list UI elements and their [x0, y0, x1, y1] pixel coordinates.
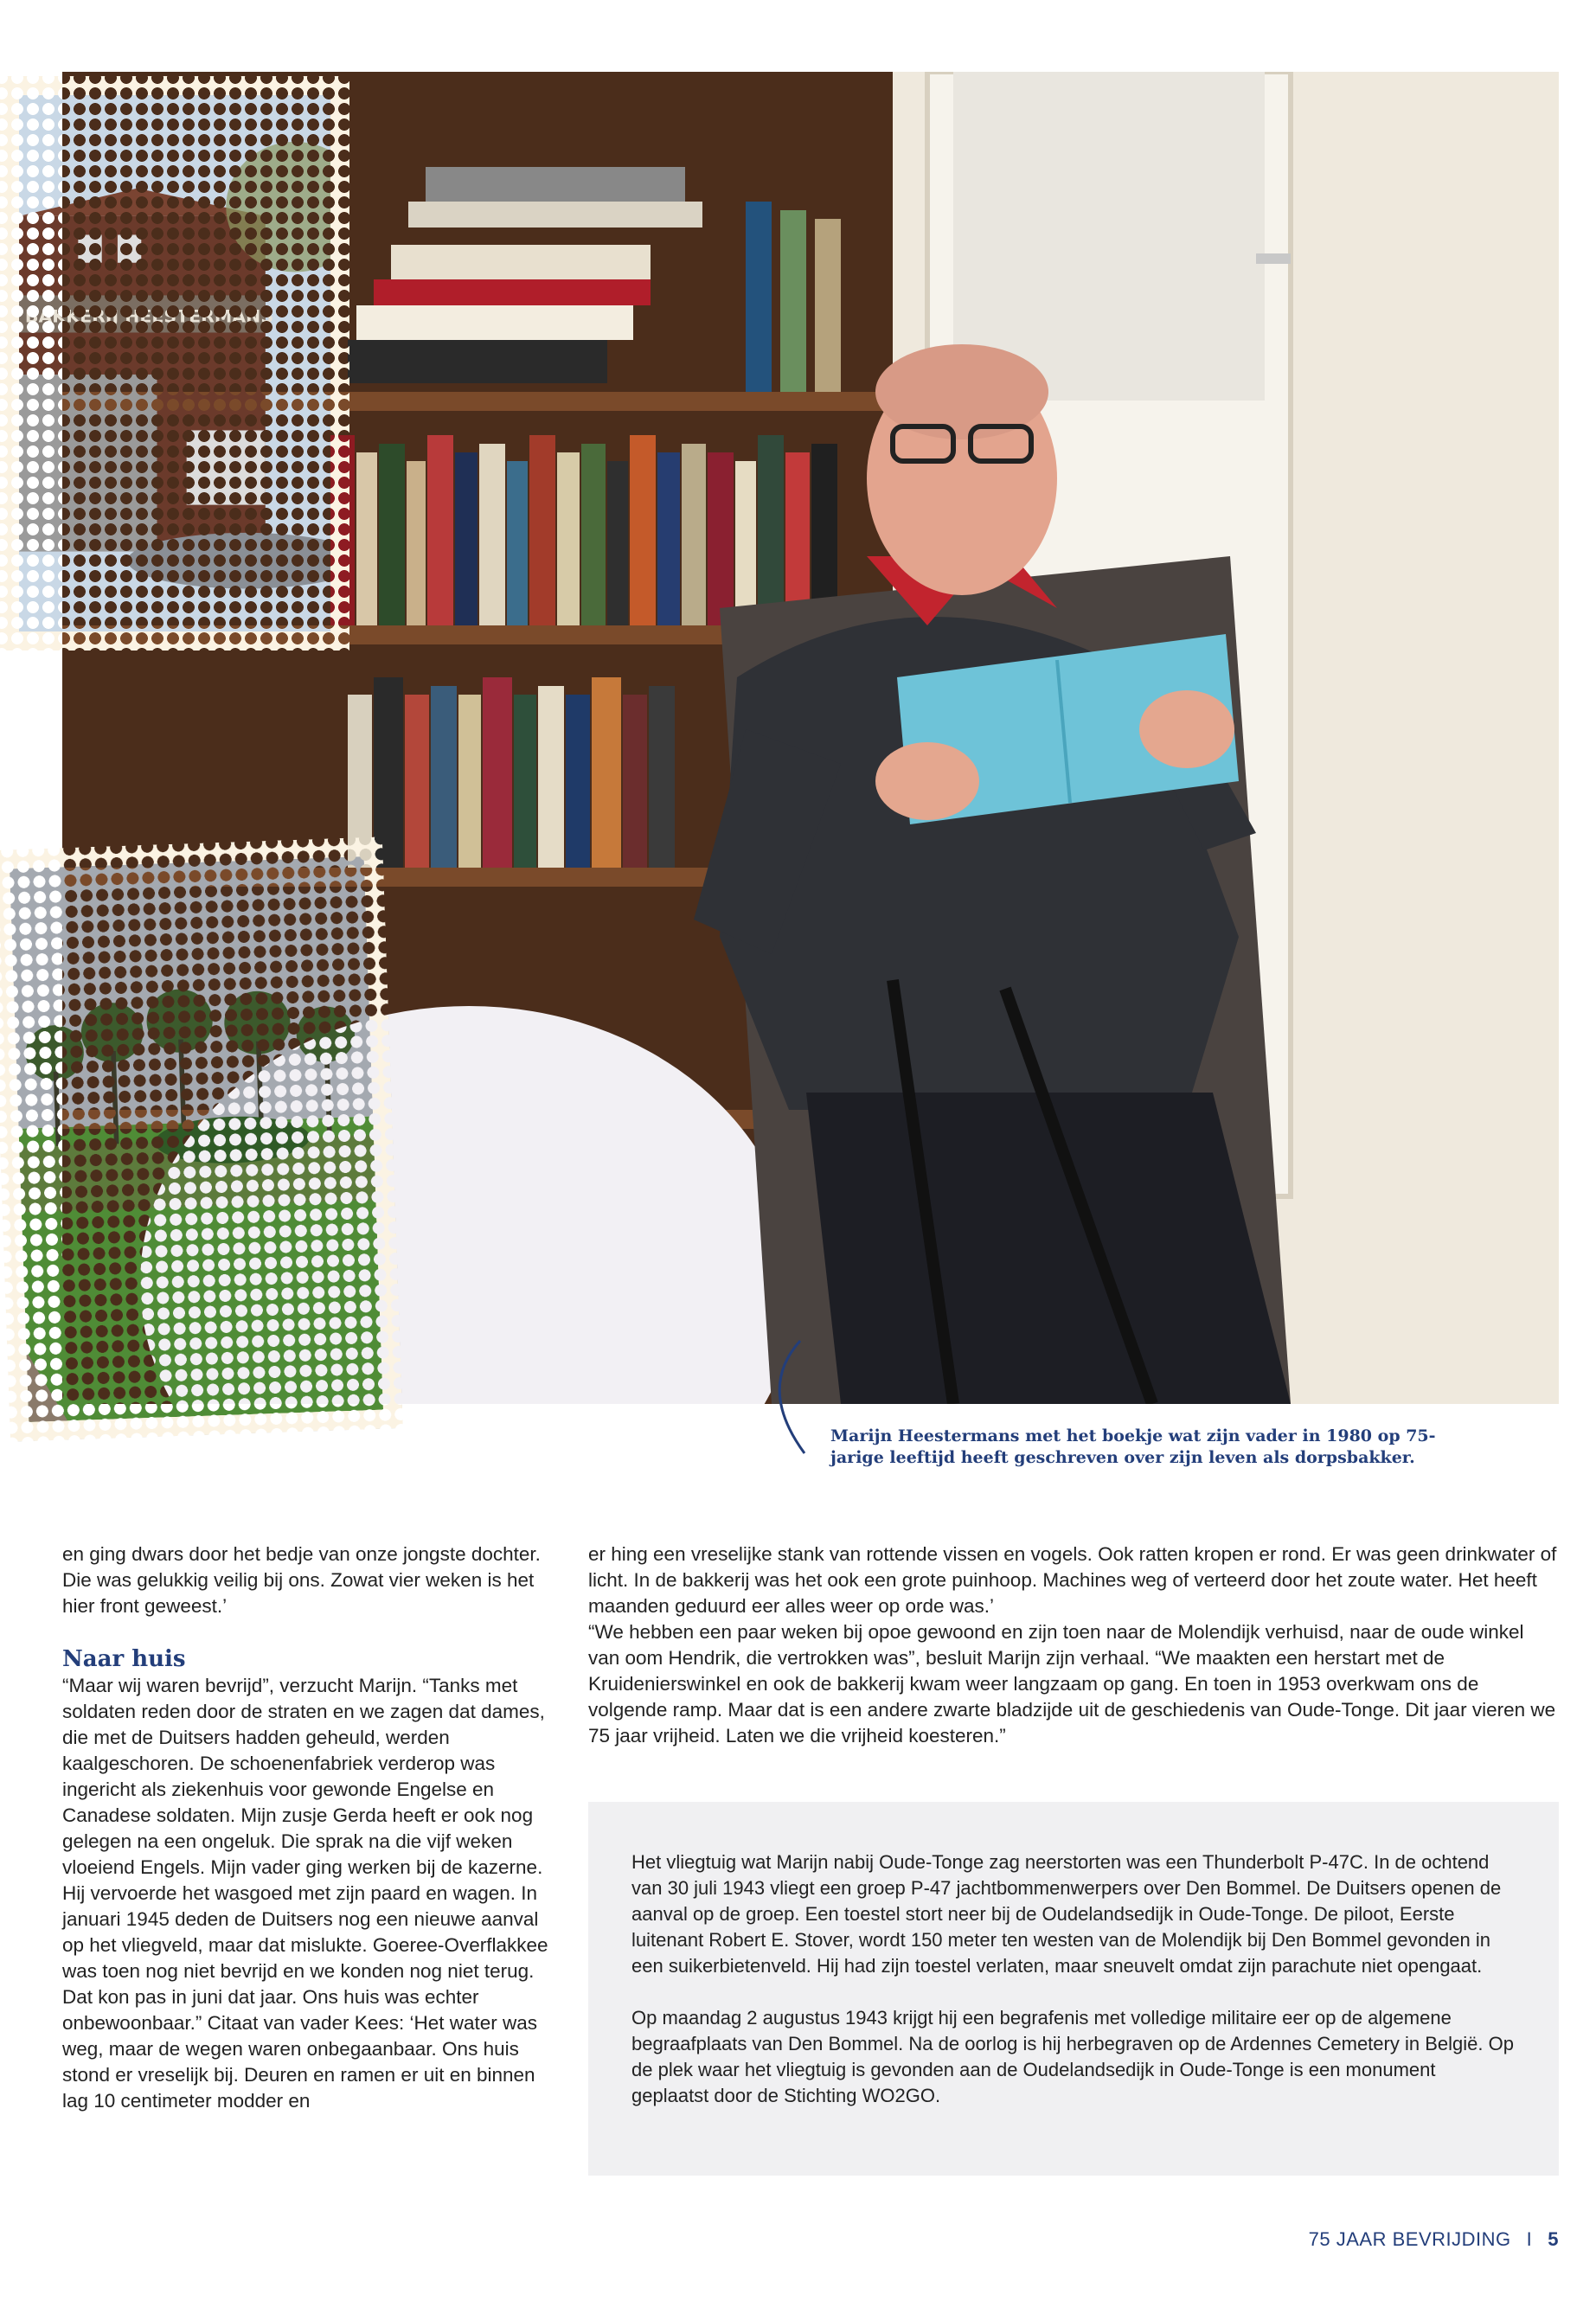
right-column: [588, 1541, 1559, 1749]
landscape-illustration: [10, 856, 383, 1422]
section-heading: Naar huis: [62, 1646, 186, 1672]
left-column: [62, 1541, 554, 2114]
left-intro-paragraph: en ging dwars door het bedje van onze jongste dochter. Die was gelukkig veilig bij ons. Zowat vier weken is het hier front geweest.’: [62, 1543, 541, 1617]
left-body-paragraph: “Maar wij waren bevrijd”, verzucht Marijn. “Tanks met soldaten reden door de straten en we zagen dat dames, die met de Duitsers hadden geheuld, werden kaalgeschoren. De schoenenfabriek verderop was ingericht als ziekenhuis voor gewonde Engelse en Canadese soldaten. Mijn zusje Gerda heeft er ook nog gelegen na een ongeluk. Die sprak na die vijf weken vloeiend Engels. Mijn vader ging werken bij de kazerne. Hij vervoerde het wasgoed met zijn paard en wagen. In januari 1945 deden de Duitsers nog een nieuwe aanval op het vliegveld, maar dat mislukte. Goeree-Overflakkee was toen nog niet bevrijd en we konden nog niet terug. Dat kon pas in juni dat jaar. Ons huis was echter onbewoonbaar.” Citaat van vader Kees: ‘Het water was weg, maar de wegen waren onbegaanbaar. Ons huis stond er vreselijk bij. Deuren en ramen er uit en binnen lag 10 centimeter modder en: [62, 1675, 548, 2112]
footer-title: 75 JAAR BEVRIJDING: [1308, 2228, 1511, 2250]
info-paragraph-1: Het vliegtuig wat Marijn nabij Oude-Tonge zag neerstorten was een Thunderbolt P-47C. In de ochtend van 30 juli 1943 vliegt een groep P-47 jachtbommenwerpers over Den Bommel. De Duitsers openen de aanval op de groep. Een toestel stort neer bij de Oudelandsedijk in Oude-Tonge. De piloot, Eerste luitenant Robert E. Stover, wordt 150 meter ten westen van de Molendijk bij Den Bommel gevonden in een suikerbietenveld. Hij had zijn toestel verlaten, maar sneuvelt omdat zijn parachute niet opengaat.: [631, 1851, 1502, 1977]
right-paragraph-2: “We hebben een paar weken bij opoe gewoond en zijn toen naar de Molendijk verhuisd, naar de oude winkel van oom Hendrik, die vertrokken was”, besluit Marijn zijn verhaal. “We maakten een herstart met de Kruidenierswinkel en ook de bakkerij kwam weer langzaam op gang. En toen in 1953 overkwam ons de volgende ramp. Maar dat is een andere zwarte bladzijde uit de geschiedenis van Oude-Tonge. Dit jaar vieren we 75 jaar vrijheid. Laten we die vrijheid koesteren.”: [588, 1621, 1556, 1747]
footer-separator: I: [1526, 2228, 1533, 2250]
photo-caption: Marijn Heestermans met het boekje wat zijn vader in 1980 op 75-jarige leeftijd heeft geschreven over zijn leven als dorpsbakker.: [830, 1426, 1436, 1467]
caption-curve: [757, 1336, 809, 1458]
bakery-illustration: [19, 95, 330, 631]
bakery-stamp-photo: [0, 76, 349, 651]
info-paragraph-2: Op maandag 2 augustus 1943 krijgt hij een begrafenis met volledige militaire eer op de algemene begraafplaats van Den Bommel. Na de oorlog is hij herbegraven op de Ardennes Cemetery in België. Op de plek waar het vliegtuig is gevonden aan de Oudelandsedijk in Oude-Tonge is een monument geplaatst door de Stichting WO2GO.: [631, 2007, 1514, 2106]
bakery-sign-text: BAKKERIJ HEESTERMANS: [24, 306, 274, 327]
page-footer: [1309, 2228, 1559, 2251]
page-number: 5: [1548, 2228, 1559, 2250]
right-paragraph-1: er hing een vreselijke stank van rottende vissen en vogels. Ook ratten kropen er rond. Er was geen drinkwater of licht. In de bakkerij was het ook een grote puinhoop. Machines weg of verteerd door het zoute water. Het heeft maanden geduurd eer alles weer op orde was.’: [588, 1543, 1557, 1617]
landscape-stamp-photo: [0, 836, 403, 1441]
info-box: [588, 1802, 1559, 2176]
